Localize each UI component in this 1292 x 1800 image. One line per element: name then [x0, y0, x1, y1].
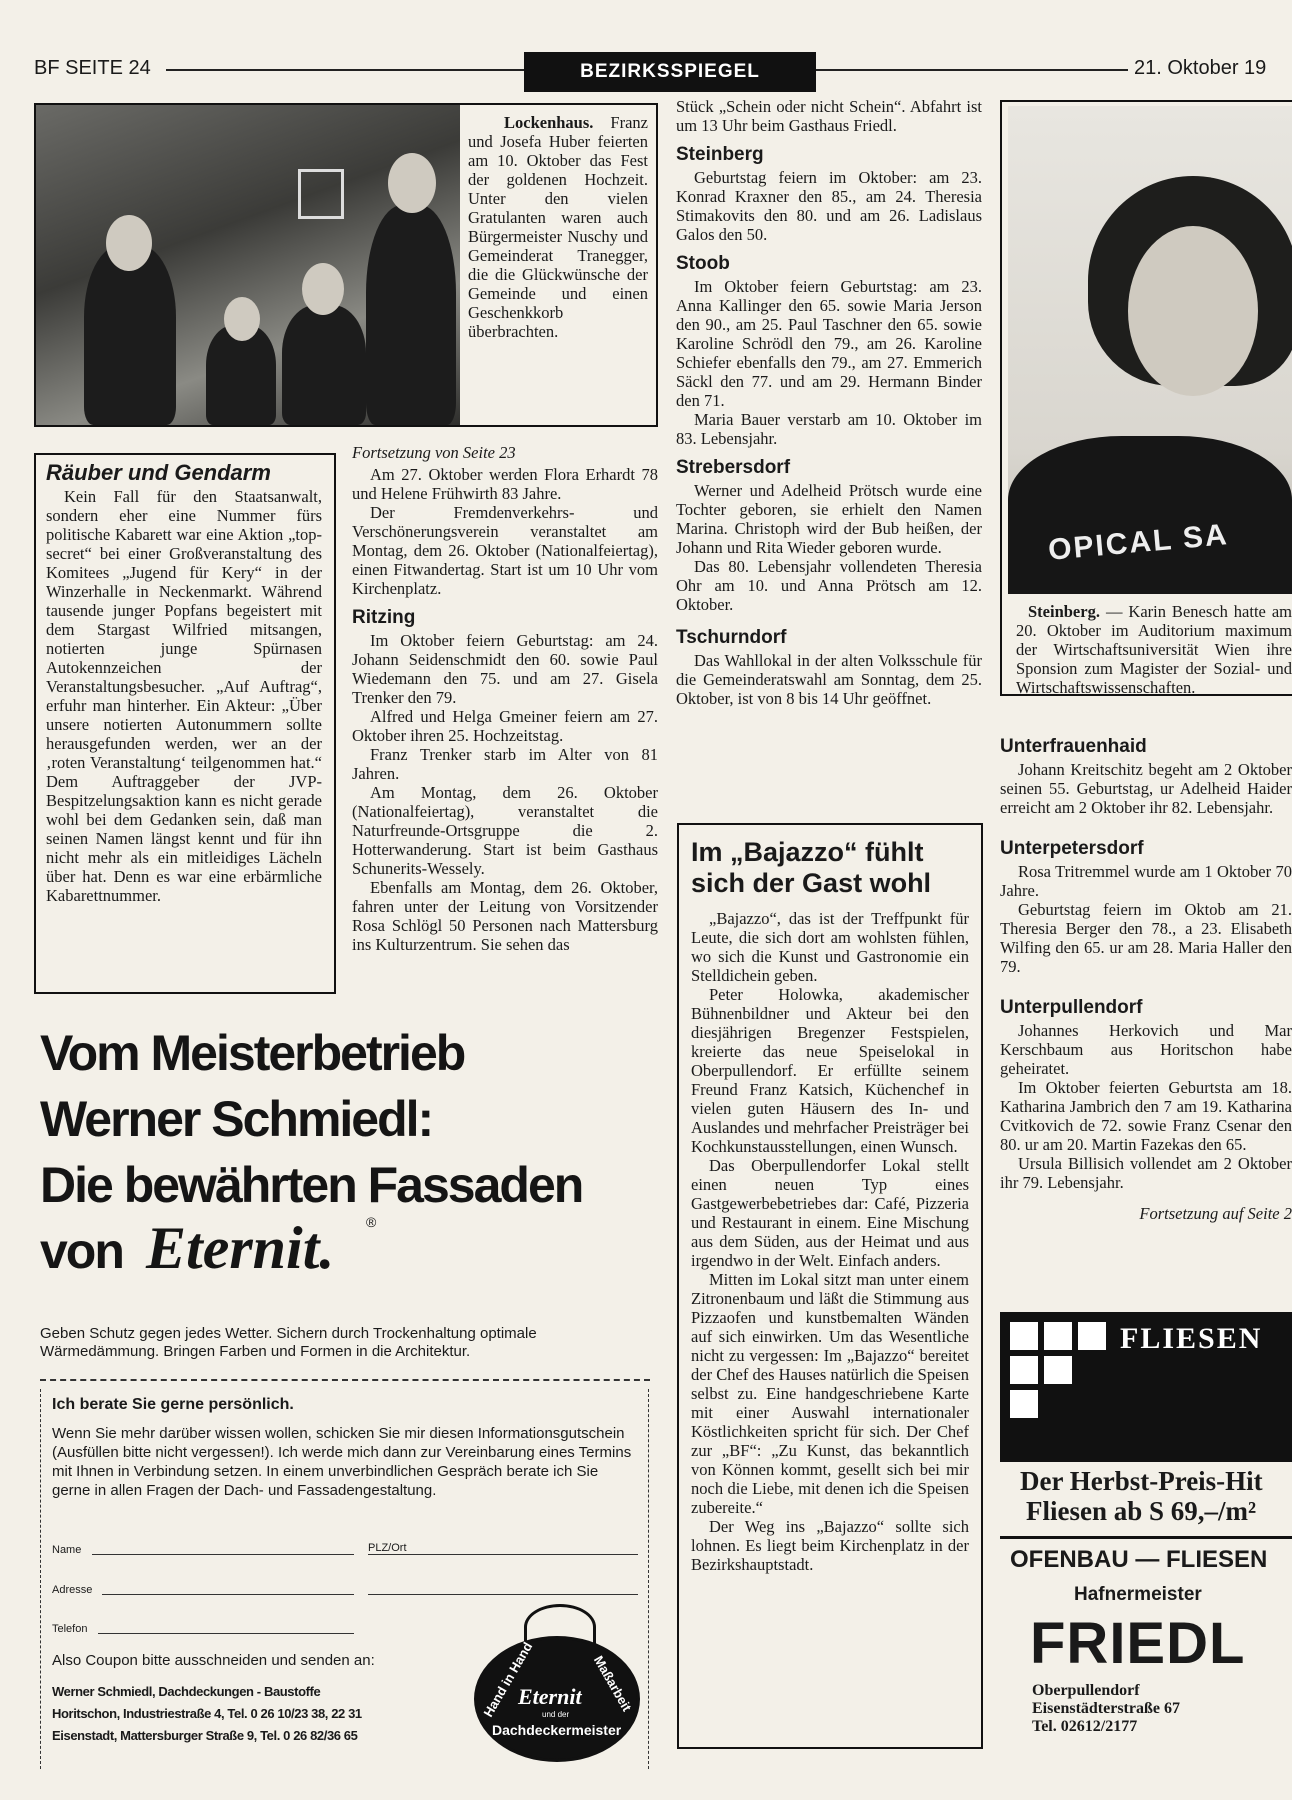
bajazzo-p3: Das Oberpullendorfer Lokal stellt einen neuen Typ eines Gastgewerbebetriebes dar: Café, Pizzeria und Restaurant in einem. Eine Mischung aus dem Süden, aus der Heimat und aus irgendwo in der Welt. Einfach anders.	[691, 1156, 969, 1270]
bajazzo-article	[691, 837, 969, 1574]
raeuber-title: Räuber und Gendarm	[46, 460, 271, 485]
registered-mark: ®	[366, 1214, 377, 1230]
hafnermeister: Hafnermeister	[1074, 1584, 1202, 1605]
continuation-note: Fortsetzung von Seite 23	[352, 443, 516, 462]
column-four	[1000, 727, 1292, 1297]
unterpetersdorf-p1: Rosa Tritremmel wurde am 1 Oktober 70 Jahre.	[1000, 862, 1292, 900]
bajazzo-p4: Mitten im Lokal sitzt man unter einem Zitronenbaum und läßt die Stimmung aus Pizzaofen und kunstbemalten Wänden auf sich einwirken. Um das Wesentliche nicht zu vergessen: Im „Bajazzo“ bereitet der Chef des Hauses natürlich die Speisen selbst zu. Eine handgeschriebene Karte mit einer Auswahl internationaler Köstlichkeiten spricht für sich. Der Chef zur „BF“: „Zu Kunst, das bekanntlich von Können kommt, gesellt sich bei mir noch die Liebe, mit denen ich die Speisen zubereite.“	[691, 1270, 969, 1517]
unterfrauenhaid-text: Johann Kreitschitz begeht am 2 Oktober seinen 55. Geburtstag, ur Adelheid Haider erreicht am 2 Oktober ihr 82. Lebensjahr.	[1000, 760, 1292, 817]
ad-headline-von: von	[40, 1223, 123, 1279]
col3-top: Stück „Schein oder nicht Schein“. Abfahrt ist um 13 Uhr beim Gasthaus Friedl.	[676, 97, 982, 135]
unterpullendorf-heading: Unterpullendorf	[1000, 997, 1143, 1018]
eternit-ad	[34, 1024, 660, 1784]
masthead-rule-right	[816, 69, 1128, 71]
caption-text: — Karin Benesch hatte am 20. Oktober im Auditorium maximum der Wirtschaftsuniversität Wien ihre Sponsion zum Magister der Sozial- und Wirtschaftswissenschaften.	[1016, 602, 1292, 697]
portrait-face	[1128, 226, 1258, 396]
lockenhaus-caption	[468, 113, 648, 341]
stoob-p1: Im Oktober feiern Geburtstag: am 23. Anna Kallinger den 65. sowie Maria Jerson den 90., am 25. Paul Taschner den 65. sowie Karoline Schrödl den 79., am 26. Karoline Schiefer ebenfalls den 79., am 27. Emmerich Säckl den 77. und am 29. Hermann Binder den 71.	[676, 277, 982, 410]
tschurndorf-heading: Tschurndorf	[676, 627, 787, 648]
middle-p2: Der Fremdenverkehrs- und Verschönerungsverein veranstaltet am Montag, dem 26. Oktober (Nationalfeiertag), einen Fitwandertag. Start ist um 10 Uhr vom Kirchenplatz.	[352, 503, 658, 598]
ad-headline-2: Werner Schmiedl:	[40, 1091, 433, 1147]
promo-line-2: Fliesen ab S 69,–/m²	[1026, 1496, 1257, 1526]
ad-headline-1: Vom Meisterbetrieb	[40, 1025, 465, 1081]
steinberg-photo-box	[1000, 100, 1292, 696]
fliesen-title: FLIESEN	[1120, 1322, 1263, 1355]
steinberg-caption	[1016, 602, 1292, 697]
field-plz-label: PLZ/Ort	[368, 1542, 407, 1554]
ritzing-p1: Im Oktober feiern Geburtstag: am 24. Johann Seidenschmidt den 60. sowie Paul Wiedemann den 75. und am 27. Gisela Trenker den 79.	[352, 631, 658, 707]
dachdecker-seal	[464, 1604, 648, 1766]
coupon-left-border	[40, 1389, 41, 1769]
phone-field[interactable]	[98, 1633, 354, 1634]
steinberg-photo	[1008, 106, 1292, 594]
steinberg-heading: Steinberg	[676, 144, 764, 165]
masthead-rule-left	[166, 69, 524, 71]
unterpetersdorf-p2: Geburtstag feiern im Oktob am 21. Theresia Berger den 78., a 23. Elisabeth Wilfing den 65. ur am 28. Maria Haller den 79.	[1000, 900, 1292, 976]
field-address-label: Adresse	[52, 1584, 93, 1596]
coupon-text: Wenn Sie mehr darüber wissen wollen, schicken Sie mir diesen Informationsgutschein (Ausfüllen bitte nicht vergessen!). Ich werde mich dann zur Vereinbarung eines Termins mit Ihnen in Verbindung setzen. In einem unverbindlichen Gespräch berate ich Sie gerne in allen Fragen der Dach- und Fassadengestaltung.	[52, 1425, 632, 1499]
plz-field[interactable]	[368, 1554, 638, 1555]
address-field[interactable]	[102, 1594, 354, 1595]
coupon-title: Ich berate Sie gerne persönlich.	[52, 1396, 294, 1413]
bajazzo-title: Im „Bajazzo“ fühlt sich der Gast wohl	[691, 837, 932, 898]
fliesen-ad	[1000, 1312, 1292, 1786]
caption-place: Lockenhaus.	[504, 113, 594, 132]
friedl-name: FRIEDL	[1030, 1611, 1246, 1676]
fliesen-address-1: Oberpullendorf	[1032, 1682, 1140, 1699]
promo-divider	[1000, 1536, 1292, 1539]
shirt-shape	[1008, 436, 1292, 594]
sender-address-1: Werner Schmiedl, Dachdeckungen - Baustoffe	[52, 1684, 321, 1699]
strebersdorf-p1: Werner und Adelheid Prötsch wurde eine Tochter geboren, sie erhielt den Namen Marina. Christoph wird der Bub heißen, der Johann und Rita Wieder geboren wurde.	[676, 481, 982, 557]
page-number: BF SEITE 24	[34, 57, 151, 79]
photo-figure	[282, 305, 366, 425]
middle-column	[352, 443, 658, 954]
photo-face	[106, 215, 152, 271]
caption-place: Steinberg.	[1028, 602, 1100, 621]
middle-p1: Am 27. Oktober werden Flora Erhardt 78 und Helene Frühwirth 83 Jahre.	[352, 465, 658, 503]
coupon-right-border	[648, 1389, 649, 1769]
raeuber-body: Kein Fall für den Staatsanwalt, sondern eher eine Nummer fürs politische Kabarett war eine Aktion „top-secret“ bei einer Großveranstaltung des Komitees „Jugend für Kery“ in der Winzerhalle in Neckenmarkt. Während tausende junger Popfans begeistert mit dem Stargast Wilfried mitsangen, notierten junge Spürnasen Autokennzeichen der Veranstaltungsbesucher. „Auf Auftrag“, erfuhr man hinterher. Ein Akteur: „Über unsere notierten Autonummern sollte herausgefunden werden, wer an der ‚roten Veranstaltung‘ teilgenommen hat.“ Dem Auftraggeber der JVP-Bespitzelungsaktion kann es nicht gerade wohl bei dem Gedanken sein, daß man seinen Namen längst kennt und für ihn nicht mehr als ein mitleidiges Lächeln über hat. Denn es war eine erbärmliche Kabarettnummer.	[46, 487, 322, 905]
field-phone-label: Telefon	[52, 1623, 88, 1635]
fliesen-phone: Tel. 02612/2177	[1032, 1718, 1138, 1735]
seal-brand: Eternit	[518, 1684, 582, 1709]
send-note: Also Coupon bitte ausschneiden und senden an:	[52, 1652, 375, 1669]
seal-arc-right: Maßarbeit	[590, 1653, 635, 1714]
photo-face	[388, 153, 436, 213]
bajazzo-p1: „Bajazzo“, das ist der Treffpunkt für Leute, die sich dort am wohlsten fühlen, wo sich die Kunst und Gastronomie ein Stelldichein geben.	[691, 909, 969, 985]
ad-tagline: Geben Schutz gegen jedes Wetter. Sichern durch Trockenhaltung optimale Wärmedämmung. Bringen Farben und Formen in die Architektur.	[40, 1325, 537, 1360]
column-three	[676, 97, 982, 708]
issue-date: 21. Oktober 19	[1134, 57, 1267, 79]
bajazzo-p5: Der Weg ins „Bajazzo“ sollte sich lohnen. Es liegt beim Kirchenplatz in der Bezirkshauptstadt.	[691, 1517, 969, 1574]
photo-wall-frame	[298, 169, 344, 219]
lockenhaus-photo-box	[34, 103, 658, 427]
name-field[interactable]	[92, 1554, 354, 1555]
section-title: BEZIRKSSPIEGEL	[526, 54, 814, 90]
coupon-cut-line	[40, 1379, 650, 1381]
photo-figure	[366, 205, 456, 425]
ritzing-p4: Am Montag, dem 26. Oktober (Nationalfeiertag), veranstaltet die Naturfreunde-Ortsgruppe die 2. Hotterwanderung. Start ist beim Gasthaus Schunerits-Wessely.	[352, 783, 658, 878]
strebersdorf-p2: Das 80. Lebensjahr vollendeten Theresia Ohr am 10. und Anna Prötsch am 12. Oktober.	[676, 557, 982, 614]
seal-und: und der	[542, 1710, 570, 1719]
bajazzo-article-box	[677, 823, 983, 1749]
seal-bottom: Dachdeckermeister	[492, 1722, 622, 1738]
ofenbau-line: OFENBAU — FLIESEN	[1010, 1546, 1268, 1573]
steinberg-text: Geburtstag feiern im Oktober: am 23. Konrad Kraxner den 85., am 24. Theresia Stimakovits den 80. und am 26. Ladislaus Galos den 50.	[676, 168, 982, 244]
tile-logo-icon	[1010, 1322, 1110, 1422]
fliesen-address-2: Eisenstädterstraße 67	[1032, 1700, 1180, 1717]
ritzing-p2: Alfred und Helga Gmeiner feiern am 27. Oktober ihren 25. Hochzeitstag.	[352, 707, 658, 745]
raeuber-article	[46, 459, 322, 905]
promo-line-1: Der Herbst-Preis-Hit	[1020, 1466, 1263, 1496]
stoob-heading: Stoob	[676, 253, 730, 274]
unterpullendorf-p2: Im Oktober feierten Geburtsta am 18. Katharina Jambrich den 7 am 19. Katharina Cvitkovich de 72. sowie Franz Csenar den 80. ur am 20. Martin Fazekas den 65.	[1000, 1078, 1292, 1154]
eternit-logo: Eternit.	[146, 1215, 335, 1281]
tschurndorf-text: Das Wahllokal in der alten Volksschule für die Gemeinderatswahl am Sonntag, dem 25. Oktober, ist von 8 bis 14 Uhr geöffnet.	[676, 651, 982, 708]
ritzing-p5: Ebenfalls am Montag, dem 26. Oktober, fahren unter der Leitung von Vorsitzender Rosa Schlögl 50 Personen nach Mattersburg ins Kulturzentrum. Sie sehen das	[352, 878, 658, 954]
ritzing-p3: Franz Trenker starb im Alter von 81 Jahren.	[352, 745, 658, 783]
ritzing-heading: Ritzing	[352, 607, 416, 628]
seal-arc-left: Hand in Hand	[480, 1639, 536, 1720]
photo-face	[224, 297, 260, 341]
unterfrauenhaid-heading: Unterfrauenhaid	[1000, 736, 1147, 757]
continuation-note: Fortsetzung auf Seite 2	[1139, 1204, 1292, 1223]
photo-figure	[84, 245, 176, 425]
unterpullendorf-p1: Johannes Herkovich und Mar Kerschbaum aus Horitschon habe geheiratet.	[1000, 1021, 1292, 1078]
strebersdorf-heading: Strebersdorf	[676, 457, 791, 478]
unterpetersdorf-heading: Unterpetersdorf	[1000, 838, 1144, 859]
raeuber-article-box	[34, 453, 336, 994]
sender-address-2: Horitschon, Industriestraße 4, Tel. 0 26 10/23 38, 22 31	[52, 1706, 362, 1721]
lockenhaus-photo	[36, 105, 460, 425]
stoob-p2: Maria Bauer verstarb am 10. Oktober im 83. Lebensjahr.	[676, 410, 982, 448]
sender-address-3: Eisenstadt, Mattersburger Straße 9, Tel. 0 26 82/36 65	[52, 1728, 358, 1743]
caption-text: Franz und Josefa Huber feierten am 10. Oktober das Fest der goldenen Hochzeit. Unter den vielen Gratulanten waren auch Bürgermeister Nuschy und Gemeinderat Tranegger, die die Glückwünsche der Gemeinde und einen Geschenkkorb überbrachten.	[468, 113, 648, 341]
ad-headline-3: Die bewährten Fassaden	[40, 1157, 583, 1213]
photo-face	[302, 263, 344, 315]
address-field-2[interactable]	[368, 1594, 638, 1595]
unterpullendorf-p3: Ursula Billisich vollendet am 2 Oktober ihr 79. Lebensjahr.	[1000, 1154, 1292, 1192]
fliesen-banner	[1000, 1312, 1292, 1462]
bajazzo-p2: Peter Holowka, akademischer Bühnenbildner und Akteur bei den diesjährigen Bregenzer Festspielen, kreierte das neue Speiselokal in Oberpullendorf. Er erfüllte seinem Freund Franz Katsich, Küchenchef in vielen guten Häusern des In- und Auslandes und mehrfacher Preisträger bei Kochkunstausstellungen, einen Wunsch.	[691, 985, 969, 1156]
field-name-label: Name	[52, 1544, 82, 1556]
shirt-print: OPICAL SA	[1046, 518, 1230, 567]
